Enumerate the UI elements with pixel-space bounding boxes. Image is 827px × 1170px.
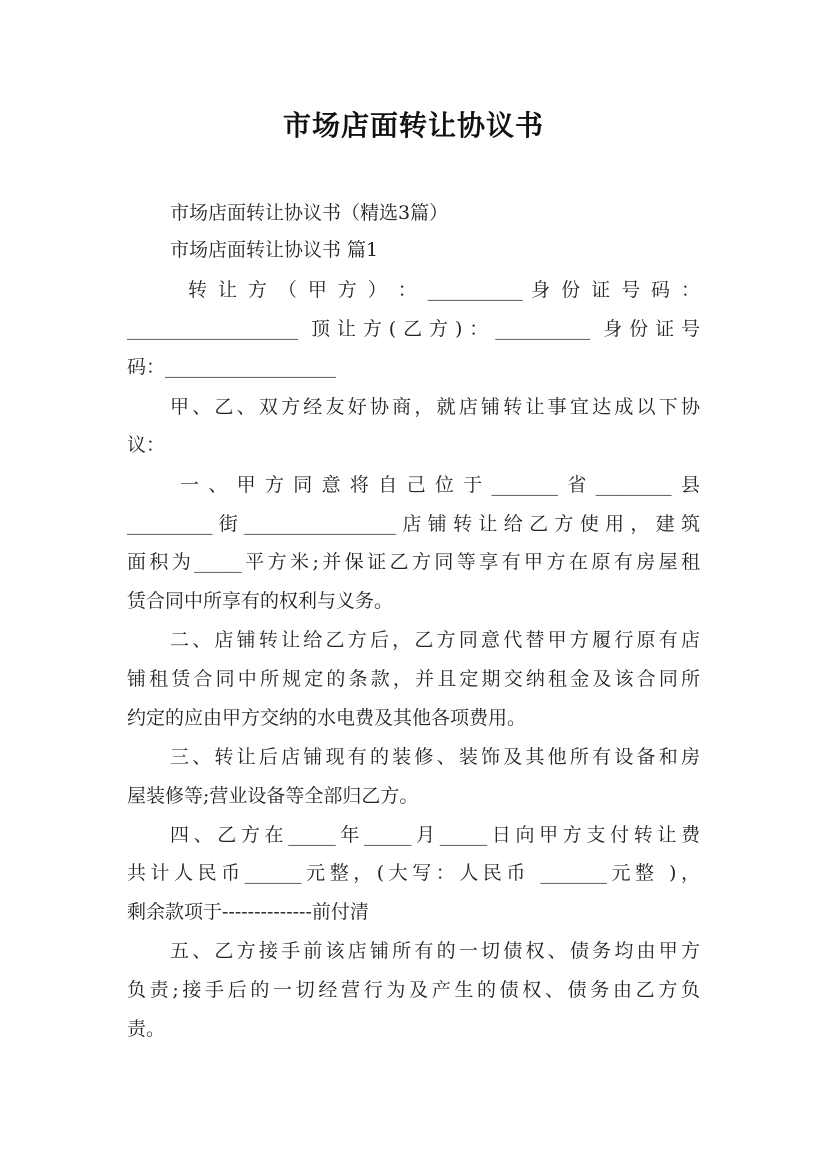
clause-3-line: 三、转让后店铺现有的装修、装饰及其他所有设备和房	[170, 746, 700, 768]
clause-2-line: 铺租赁合同中所规定的条款，并且定期交纳租金及该合同所	[127, 668, 700, 690]
clause-5-line: 五、乙方接手前该店铺所有的一切债权、债务均由甲方	[170, 940, 700, 962]
body-line: 转 让 方 （ 甲 方 ） ： __________ 身 份 证 号 码 ：	[188, 279, 700, 301]
section-heading: 市场店面转让协议书 篇1	[170, 239, 379, 261]
body-line: 议：	[127, 434, 166, 456]
clause-5-line: 负责;接手后的一切经营行为及产生的债权、债务由乙方负	[127, 979, 700, 1001]
clause-4-line: 剩余款项于--------------前付清	[127, 901, 369, 923]
clause-4-line: 四、乙方在_____年_____月_____日向甲方支付转让费	[170, 824, 700, 846]
clause-1-line: 一、甲方同意将自己位于_______省________县	[180, 474, 700, 496]
clause-1-line: 面积为_____平方米;并保证乙方同等享有甲方在原有房屋租	[127, 551, 700, 573]
clause-1-line: 赁合同中所享有的权利与义务。	[127, 590, 394, 612]
clause-3-line: 屋装修等;营业设备等全部归乙方。	[127, 785, 419, 807]
body-line: 码：__________________	[127, 356, 337, 378]
document-title: 市场店面转让协议书	[282, 109, 544, 142]
subtitle-line: 市场店面转让协议书（精选3篇）	[170, 202, 449, 224]
clause-2-line: 约定的应由甲方交纳的水电费及其他各项费用。	[127, 707, 527, 729]
clause-5-line: 责。	[127, 1018, 166, 1040]
clause-1-line: _________街________________店铺转让给乙方使用，建筑	[127, 513, 700, 535]
body-line: 甲、乙、双方经友好协商，就店铺转让事宜达成以下协	[170, 396, 700, 418]
body-line: __________________ 顶让方(乙方)：__________ 身份证号	[127, 318, 700, 340]
clause-2-line: 二、店铺转让给乙方后，乙方同意代替甲方履行原有店	[170, 629, 700, 651]
clause-4-line: 共计人民币______元整，(大写：人民币 _______元整 )，	[127, 862, 700, 884]
